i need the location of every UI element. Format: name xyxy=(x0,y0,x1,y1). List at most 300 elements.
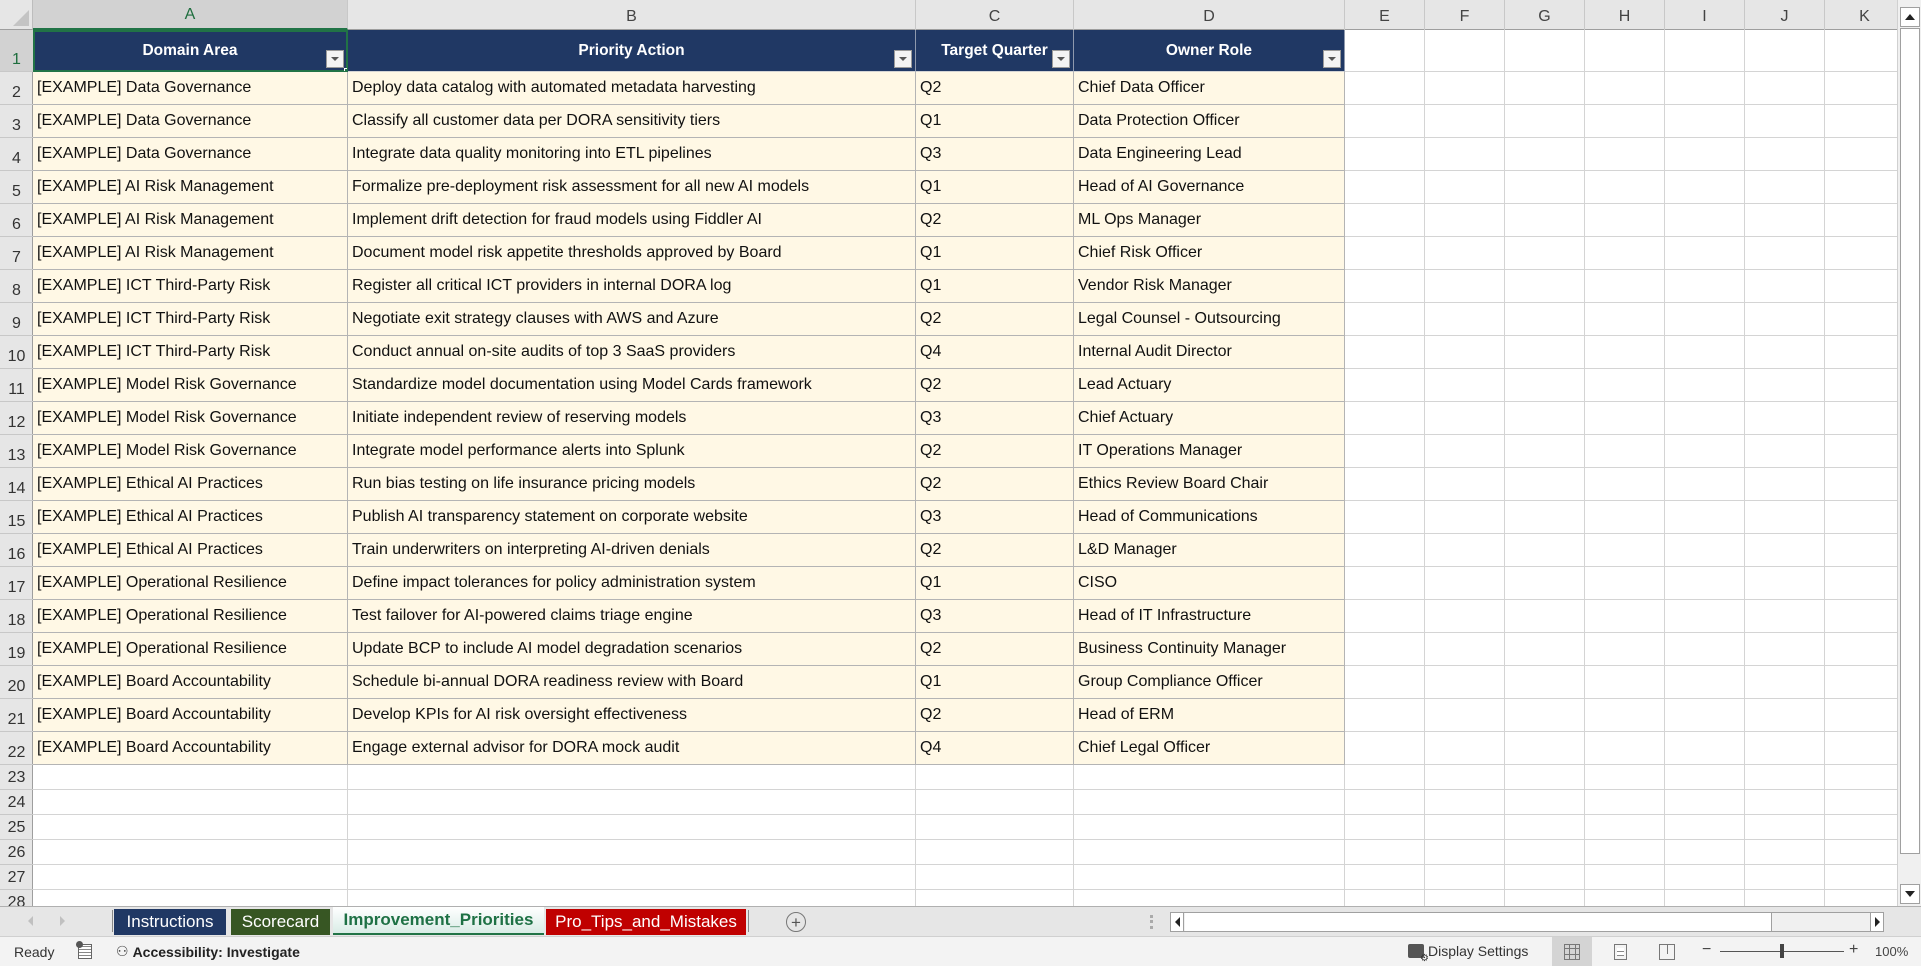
empty-cell[interactable] xyxy=(33,840,348,865)
cell-owner-role[interactable]: Legal Counsel - Outsourcing xyxy=(1074,303,1345,336)
add-sheet-button[interactable] xyxy=(786,912,806,932)
row-header-4[interactable]: 4 xyxy=(0,138,33,171)
zoom-out-button[interactable]: − xyxy=(1702,941,1712,958)
cell-priority-action[interactable]: Document model risk appetite thresholds approved by Board xyxy=(348,237,916,270)
empty-cell[interactable] xyxy=(1825,633,1905,666)
empty-cell[interactable] xyxy=(1425,633,1505,666)
cell-domain-area[interactable]: [EXAMPLE] Board Accountability xyxy=(33,699,348,732)
empty-cell[interactable] xyxy=(1425,270,1505,303)
cell-priority-action[interactable]: Publish AI transparency statement on corporate website xyxy=(348,501,916,534)
cell-owner-role[interactable]: Chief Legal Officer xyxy=(1074,732,1345,765)
empty-cell[interactable] xyxy=(1425,138,1505,171)
empty-cell[interactable] xyxy=(1585,303,1665,336)
next-sheet-arrow-icon[interactable] xyxy=(60,916,65,926)
empty-cell[interactable] xyxy=(1825,567,1905,600)
empty-cell[interactable] xyxy=(33,865,348,890)
tab-instructions[interactable] xyxy=(114,909,226,935)
empty-cell[interactable] xyxy=(1825,468,1905,501)
row-header-22[interactable]: 22 xyxy=(0,732,33,765)
cell-domain-area[interactable]: [EXAMPLE] Operational Resilience xyxy=(33,600,348,633)
empty-cell[interactable] xyxy=(1585,890,1665,906)
row-header-10[interactable]: 10 xyxy=(0,336,33,369)
empty-cell[interactable] xyxy=(1505,435,1585,468)
empty-cell[interactable] xyxy=(1665,435,1745,468)
empty-cell[interactable] xyxy=(1425,534,1505,567)
empty-cell[interactable] xyxy=(1505,765,1585,790)
row-header-14[interactable]: 14 xyxy=(0,468,33,501)
empty-cell[interactable] xyxy=(916,865,1074,890)
filter-dropdown-icon[interactable] xyxy=(326,50,344,68)
empty-cell[interactable] xyxy=(1505,468,1585,501)
cell-domain-area[interactable]: [EXAMPLE] AI Risk Management xyxy=(33,171,348,204)
empty-cell[interactable] xyxy=(1665,105,1745,138)
empty-cell[interactable] xyxy=(1425,402,1505,435)
row-header-11[interactable]: 11 xyxy=(0,369,33,402)
empty-cell[interactable] xyxy=(1585,765,1665,790)
empty-cell[interactable] xyxy=(1505,105,1585,138)
empty-cell[interactable] xyxy=(1425,840,1505,865)
row-header-1[interactable]: 1 xyxy=(0,30,33,72)
empty-cell[interactable] xyxy=(348,865,916,890)
row-header-25[interactable]: 25 xyxy=(0,815,33,840)
row-header-24[interactable]: 24 xyxy=(0,790,33,815)
empty-cell[interactable] xyxy=(1345,790,1425,815)
empty-cell[interactable] xyxy=(1585,369,1665,402)
empty-cell[interactable] xyxy=(1745,534,1825,567)
cell-priority-action[interactable]: Train underwriters on interpreting AI-driven denials xyxy=(348,534,916,567)
empty-cell[interactable] xyxy=(1825,600,1905,633)
empty-cell[interactable] xyxy=(1505,237,1585,270)
empty-cell[interactable] xyxy=(1425,72,1505,105)
empty-cell[interactable] xyxy=(1345,171,1425,204)
empty-cell[interactable] xyxy=(1665,633,1745,666)
cell-priority-action[interactable]: Initiate independent review of reserving models xyxy=(348,402,916,435)
empty-cell[interactable] xyxy=(1505,534,1585,567)
empty-cell[interactable] xyxy=(1585,567,1665,600)
empty-cell[interactable] xyxy=(1345,303,1425,336)
empty-cell[interactable] xyxy=(1425,567,1505,600)
cell-priority-action[interactable]: Engage external advisor for DORA mock audit xyxy=(348,732,916,765)
row-header-21[interactable]: 21 xyxy=(0,699,33,732)
column-header-f[interactable]: F xyxy=(1425,0,1505,30)
cell-domain-area[interactable]: [EXAMPLE] AI Risk Management xyxy=(33,204,348,237)
tab-improvement-priorities[interactable] xyxy=(333,907,544,935)
empty-cell[interactable] xyxy=(1425,501,1505,534)
empty-cell[interactable] xyxy=(1825,732,1905,765)
row-header-13[interactable]: 13 xyxy=(0,435,33,468)
row-header-8[interactable]: 8 xyxy=(0,270,33,303)
cell-target-quarter[interactable]: Q4 xyxy=(916,732,1074,765)
empty-cell[interactable] xyxy=(916,765,1074,790)
empty-cell[interactable] xyxy=(1585,435,1665,468)
column-header-a[interactable]: A xyxy=(33,0,348,30)
row-header-12[interactable]: 12 xyxy=(0,402,33,435)
empty-cell[interactable] xyxy=(1345,402,1425,435)
cell-target-quarter[interactable]: Q2 xyxy=(916,468,1074,501)
column-header-c[interactable]: C xyxy=(916,0,1074,30)
empty-cell[interactable] xyxy=(1745,567,1825,600)
empty-cell[interactable] xyxy=(1585,468,1665,501)
empty-cell[interactable] xyxy=(1505,890,1585,906)
empty-cell[interactable] xyxy=(1505,138,1585,171)
scroll-up-arrow-icon[interactable] xyxy=(1900,7,1920,27)
empty-cell[interactable] xyxy=(1665,732,1745,765)
empty-cell[interactable] xyxy=(1345,138,1425,171)
cell-priority-action[interactable]: Schedule bi-annual DORA readiness review with Board xyxy=(348,666,916,699)
cell-domain-area[interactable]: [EXAMPLE] Model Risk Governance xyxy=(33,435,348,468)
empty-cell[interactable] xyxy=(1665,790,1745,815)
accessibility-status[interactable] xyxy=(116,943,300,960)
empty-cell[interactable] xyxy=(1585,633,1665,666)
empty-cell[interactable] xyxy=(1665,171,1745,204)
cell-owner-role[interactable]: Business Continuity Manager xyxy=(1074,633,1345,666)
empty-cell[interactable] xyxy=(1745,171,1825,204)
cell-owner-role[interactable]: Chief Data Officer xyxy=(1074,72,1345,105)
empty-cell[interactable] xyxy=(1665,336,1745,369)
cell-owner-role[interactable]: Vendor Risk Manager xyxy=(1074,270,1345,303)
empty-cell[interactable] xyxy=(1665,30,1745,72)
cell-target-quarter[interactable]: Q1 xyxy=(916,237,1074,270)
row-header-20[interactable]: 20 xyxy=(0,666,33,699)
cell-priority-action[interactable]: Develop KPIs for AI risk oversight effectiveness xyxy=(348,699,916,732)
cell-target-quarter[interactable]: Q1 xyxy=(916,270,1074,303)
horizontal-scroll-thumb[interactable] xyxy=(1185,913,1772,931)
header-cell-domain-area[interactable] xyxy=(33,30,348,72)
empty-cell[interactable] xyxy=(1425,171,1505,204)
empty-cell[interactable] xyxy=(348,890,916,906)
cell-domain-area[interactable]: [EXAMPLE] ICT Third-Party Risk xyxy=(33,270,348,303)
empty-cell[interactable] xyxy=(1074,815,1345,840)
empty-cell[interactable] xyxy=(1585,30,1665,72)
empty-cell[interactable] xyxy=(1345,567,1425,600)
empty-cell[interactable] xyxy=(1825,30,1905,72)
empty-cell[interactable] xyxy=(1665,468,1745,501)
empty-cell[interactable] xyxy=(1825,402,1905,435)
empty-cell[interactable] xyxy=(1505,790,1585,815)
cell-domain-area[interactable]: [EXAMPLE] Data Governance xyxy=(33,105,348,138)
cell-priority-action[interactable]: Register all critical ICT providers in internal DORA log xyxy=(348,270,916,303)
column-header-b[interactable]: B xyxy=(348,0,916,30)
row-header-2[interactable]: 2 xyxy=(0,72,33,105)
cell-domain-area[interactable]: [EXAMPLE] ICT Third-Party Risk xyxy=(33,336,348,369)
empty-cell[interactable] xyxy=(1345,501,1425,534)
cell-domain-area[interactable]: [EXAMPLE] Operational Resilience xyxy=(33,567,348,600)
empty-cell[interactable] xyxy=(1585,72,1665,105)
page-layout-view-button[interactable] xyxy=(1600,937,1640,966)
row-header-3[interactable]: 3 xyxy=(0,105,33,138)
empty-cell[interactable] xyxy=(1425,865,1505,890)
empty-cell[interactable] xyxy=(1345,815,1425,840)
empty-cell[interactable] xyxy=(1665,204,1745,237)
empty-cell[interactable] xyxy=(1345,840,1425,865)
empty-cell[interactable] xyxy=(1345,732,1425,765)
empty-cell[interactable] xyxy=(1345,435,1425,468)
empty-cell[interactable] xyxy=(348,840,916,865)
empty-cell[interactable] xyxy=(1825,138,1905,171)
empty-cell[interactable] xyxy=(1825,336,1905,369)
empty-cell[interactable] xyxy=(1345,336,1425,369)
cell-priority-action[interactable]: Deploy data catalog with automated metadata harvesting xyxy=(348,72,916,105)
cell-owner-role[interactable]: Head of ERM xyxy=(1074,699,1345,732)
empty-cell[interactable] xyxy=(1425,815,1505,840)
empty-cell[interactable] xyxy=(1425,369,1505,402)
cell-target-quarter[interactable]: Q2 xyxy=(916,633,1074,666)
cell-target-quarter[interactable]: Q2 xyxy=(916,435,1074,468)
empty-cell[interactable] xyxy=(1825,303,1905,336)
empty-cell[interactable] xyxy=(1745,402,1825,435)
row-header-26[interactable]: 26 xyxy=(0,840,33,865)
empty-cell[interactable] xyxy=(1505,633,1585,666)
empty-cell[interactable] xyxy=(1665,865,1745,890)
cell-domain-area[interactable]: [EXAMPLE] AI Risk Management xyxy=(33,237,348,270)
cell-target-quarter[interactable]: Q3 xyxy=(916,402,1074,435)
empty-cell[interactable] xyxy=(1505,501,1585,534)
cell-owner-role[interactable]: Head of AI Governance xyxy=(1074,171,1345,204)
cell-target-quarter[interactable]: Q1 xyxy=(916,567,1074,600)
empty-cell[interactable] xyxy=(1745,336,1825,369)
empty-cell[interactable] xyxy=(1745,865,1825,890)
cell-target-quarter[interactable]: Q3 xyxy=(916,600,1074,633)
column-header-e[interactable]: E xyxy=(1345,0,1425,30)
empty-cell[interactable] xyxy=(1345,72,1425,105)
row-header-28[interactable]: 28 xyxy=(0,890,33,906)
vertical-scrollbar[interactable] xyxy=(1897,0,1921,906)
cell-target-quarter[interactable]: Q2 xyxy=(916,204,1074,237)
cell-owner-role[interactable]: Chief Risk Officer xyxy=(1074,237,1345,270)
empty-cell[interactable] xyxy=(348,765,916,790)
empty-cell[interactable] xyxy=(1745,204,1825,237)
empty-cell[interactable] xyxy=(1425,204,1505,237)
empty-cell[interactable] xyxy=(1585,534,1665,567)
empty-cell[interactable] xyxy=(1825,765,1905,790)
empty-cell[interactable] xyxy=(1825,790,1905,815)
cell-target-quarter[interactable]: Q2 xyxy=(916,303,1074,336)
empty-cell[interactable] xyxy=(1505,402,1585,435)
empty-cell[interactable] xyxy=(1505,204,1585,237)
empty-cell[interactable] xyxy=(1425,600,1505,633)
cell-owner-role[interactable]: Data Engineering Lead xyxy=(1074,138,1345,171)
row-header-18[interactable]: 18 xyxy=(0,600,33,633)
empty-cell[interactable] xyxy=(1345,105,1425,138)
empty-cell[interactable] xyxy=(1585,840,1665,865)
filter-dropdown-icon[interactable] xyxy=(1323,50,1341,68)
zoom-level[interactable]: 100% xyxy=(1875,944,1909,959)
cell-domain-area[interactable]: [EXAMPLE] Board Accountability xyxy=(33,732,348,765)
cell-owner-role[interactable]: ML Ops Manager xyxy=(1074,204,1345,237)
cell-domain-area[interactable]: [EXAMPLE] Ethical AI Practices xyxy=(33,501,348,534)
cell-domain-area[interactable]: [EXAMPLE] Model Risk Governance xyxy=(33,402,348,435)
filter-dropdown-icon[interactable] xyxy=(1052,50,1070,68)
empty-cell[interactable] xyxy=(1825,699,1905,732)
empty-cell[interactable] xyxy=(1745,666,1825,699)
empty-cell[interactable] xyxy=(1505,30,1585,72)
empty-cell[interactable] xyxy=(1345,369,1425,402)
empty-cell[interactable] xyxy=(1745,237,1825,270)
empty-cell[interactable] xyxy=(1665,534,1745,567)
empty-cell[interactable] xyxy=(33,890,348,906)
empty-cell[interactable] xyxy=(1825,72,1905,105)
empty-cell[interactable] xyxy=(1665,138,1745,171)
row-header-6[interactable]: 6 xyxy=(0,204,33,237)
empty-cell[interactable] xyxy=(1425,732,1505,765)
row-header-7[interactable]: 7 xyxy=(0,237,33,270)
empty-cell[interactable] xyxy=(1665,501,1745,534)
cell-domain-area[interactable]: [EXAMPLE] ICT Third-Party Risk xyxy=(33,303,348,336)
empty-cell[interactable] xyxy=(1345,890,1425,906)
empty-cell[interactable] xyxy=(1585,402,1665,435)
empty-cell[interactable] xyxy=(1585,171,1665,204)
empty-cell[interactable] xyxy=(1745,30,1825,72)
empty-cell[interactable] xyxy=(348,790,916,815)
cell-owner-role[interactable]: L&D Manager xyxy=(1074,534,1345,567)
empty-cell[interactable] xyxy=(1745,369,1825,402)
empty-cell[interactable] xyxy=(1745,765,1825,790)
empty-cell[interactable] xyxy=(1745,699,1825,732)
empty-cell[interactable] xyxy=(1745,72,1825,105)
empty-cell[interactable] xyxy=(1345,699,1425,732)
empty-cell[interactable] xyxy=(1425,303,1505,336)
cell-target-quarter[interactable]: Q2 xyxy=(916,369,1074,402)
empty-cell[interactable] xyxy=(1425,699,1505,732)
vertical-scroll-thumb[interactable] xyxy=(1900,28,1920,854)
zoom-slider-thumb[interactable] xyxy=(1780,944,1784,958)
empty-cell[interactable] xyxy=(1585,204,1665,237)
empty-cell[interactable] xyxy=(1825,666,1905,699)
empty-cell[interactable] xyxy=(1825,815,1905,840)
column-header-j[interactable]: J xyxy=(1745,0,1825,30)
cell-priority-action[interactable]: Integrate data quality monitoring into ETL pipelines xyxy=(348,138,916,171)
empty-cell[interactable] xyxy=(1665,567,1745,600)
empty-cell[interactable] xyxy=(1745,732,1825,765)
empty-cell[interactable] xyxy=(1665,369,1745,402)
empty-cell[interactable] xyxy=(1345,633,1425,666)
empty-cell[interactable] xyxy=(1425,468,1505,501)
empty-cell[interactable] xyxy=(1505,303,1585,336)
empty-cell[interactable] xyxy=(916,840,1074,865)
empty-cell[interactable] xyxy=(1345,600,1425,633)
empty-cell[interactable] xyxy=(1345,204,1425,237)
empty-cell[interactable] xyxy=(1585,237,1665,270)
empty-cell[interactable] xyxy=(1585,138,1665,171)
scroll-down-arrow-icon[interactable] xyxy=(1900,884,1920,904)
empty-cell[interactable] xyxy=(1074,865,1345,890)
cell-priority-action[interactable]: Standardize model documentation using Model Cards framework xyxy=(348,369,916,402)
empty-cell[interactable] xyxy=(1745,138,1825,171)
empty-cell[interactable] xyxy=(1585,336,1665,369)
empty-cell[interactable] xyxy=(1345,534,1425,567)
cell-target-quarter[interactable]: Q1 xyxy=(916,105,1074,138)
cell-domain-area[interactable]: [EXAMPLE] Board Accountability xyxy=(33,666,348,699)
cell-priority-action[interactable]: Implement drift detection for fraud models using Fiddler AI xyxy=(348,204,916,237)
empty-cell[interactable] xyxy=(1425,435,1505,468)
cell-owner-role[interactable]: CISO xyxy=(1074,567,1345,600)
row-header-15[interactable]: 15 xyxy=(0,501,33,534)
empty-cell[interactable] xyxy=(1505,815,1585,840)
column-header-d[interactable]: D xyxy=(1074,0,1345,30)
empty-cell[interactable] xyxy=(1425,666,1505,699)
cell-owner-role[interactable]: Head of Communications xyxy=(1074,501,1345,534)
empty-cell[interactable] xyxy=(1505,369,1585,402)
empty-cell[interactable] xyxy=(1745,303,1825,336)
empty-cell[interactable] xyxy=(1505,865,1585,890)
empty-cell[interactable] xyxy=(1825,237,1905,270)
cell-domain-area[interactable]: [EXAMPLE] Ethical AI Practices xyxy=(33,534,348,567)
cell-domain-area[interactable]: [EXAMPLE] Model Risk Governance xyxy=(33,369,348,402)
tab-scorecard[interactable] xyxy=(231,909,330,935)
empty-cell[interactable] xyxy=(1665,303,1745,336)
row-header-17[interactable]: 17 xyxy=(0,567,33,600)
empty-cell[interactable] xyxy=(1505,699,1585,732)
empty-cell[interactable] xyxy=(1745,468,1825,501)
empty-cell[interactable] xyxy=(1825,501,1905,534)
empty-cell[interactable] xyxy=(1825,204,1905,237)
empty-cell[interactable] xyxy=(1505,171,1585,204)
empty-cell[interactable] xyxy=(1585,105,1665,138)
empty-cell[interactable] xyxy=(1825,369,1905,402)
macro-recording-icon[interactable] xyxy=(78,944,92,959)
empty-cell[interactable] xyxy=(1745,815,1825,840)
empty-cell[interactable] xyxy=(1425,30,1505,72)
empty-cell[interactable] xyxy=(1585,501,1665,534)
tab-pro-tips-and-mistakes[interactable] xyxy=(546,909,746,935)
empty-cell[interactable] xyxy=(33,790,348,815)
empty-cell[interactable] xyxy=(1665,270,1745,303)
header-cell-target-quarter[interactable] xyxy=(916,30,1074,72)
empty-cell[interactable] xyxy=(1825,890,1905,906)
empty-cell[interactable] xyxy=(1425,890,1505,906)
header-cell-owner-role[interactable] xyxy=(1074,30,1345,72)
empty-cell[interactable] xyxy=(1745,270,1825,303)
scroll-left-arrow-icon[interactable] xyxy=(1170,912,1184,932)
empty-cell[interactable] xyxy=(1745,435,1825,468)
cell-owner-role[interactable]: Lead Actuary xyxy=(1074,369,1345,402)
normal-view-button[interactable] xyxy=(1552,937,1592,966)
row-header-27[interactable]: 27 xyxy=(0,865,33,890)
select-all-button[interactable] xyxy=(0,0,33,30)
cell-priority-action[interactable]: Negotiate exit strategy clauses with AWS and Azure xyxy=(348,303,916,336)
empty-cell[interactable] xyxy=(1425,105,1505,138)
empty-cell[interactable] xyxy=(1585,815,1665,840)
column-header-g[interactable]: G xyxy=(1505,0,1585,30)
empty-cell[interactable] xyxy=(1745,501,1825,534)
empty-cell[interactable] xyxy=(33,815,348,840)
cell-owner-role[interactable]: Ethics Review Board Chair xyxy=(1074,468,1345,501)
column-header-i[interactable]: I xyxy=(1665,0,1745,30)
empty-cell[interactable] xyxy=(1074,840,1345,865)
cell-owner-role[interactable]: Group Compliance Officer xyxy=(1074,666,1345,699)
row-header-5[interactable]: 5 xyxy=(0,171,33,204)
empty-cell[interactable] xyxy=(1665,402,1745,435)
cell-domain-area[interactable]: [EXAMPLE] Data Governance xyxy=(33,138,348,171)
filter-dropdown-icon[interactable] xyxy=(894,50,912,68)
row-header-23[interactable]: 23 xyxy=(0,765,33,790)
cell-owner-role[interactable]: Head of IT Infrastructure xyxy=(1074,600,1345,633)
empty-cell[interactable] xyxy=(1505,567,1585,600)
cell-priority-action[interactable]: Define impact tolerances for policy administration system xyxy=(348,567,916,600)
empty-cell[interactable] xyxy=(1505,666,1585,699)
empty-cell[interactable] xyxy=(1825,865,1905,890)
page-break-preview-button[interactable] xyxy=(1647,937,1687,966)
empty-cell[interactable] xyxy=(916,890,1074,906)
empty-cell[interactable] xyxy=(1425,765,1505,790)
empty-cell[interactable] xyxy=(1585,270,1665,303)
empty-cell[interactable] xyxy=(1345,765,1425,790)
scroll-right-arrow-icon[interactable] xyxy=(1870,912,1884,932)
row-header-16[interactable]: 16 xyxy=(0,534,33,567)
cell-priority-action[interactable]: Formalize pre-deployment risk assessment for all new AI models xyxy=(348,171,916,204)
empty-cell[interactable] xyxy=(1665,815,1745,840)
empty-cell[interactable] xyxy=(1745,633,1825,666)
